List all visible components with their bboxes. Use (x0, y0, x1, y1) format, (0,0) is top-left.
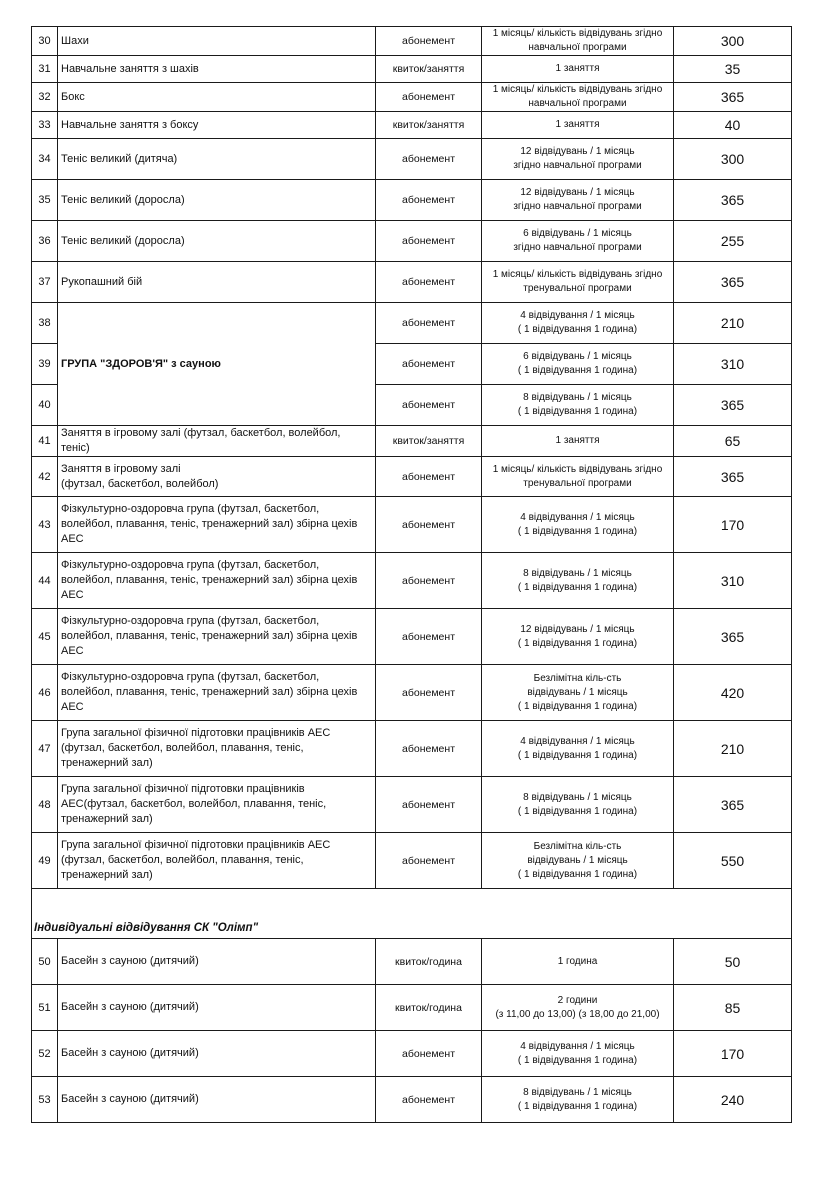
visit-conditions-line: ( 1 відвідування 1 година) (517, 525, 638, 537)
ticket-type: абонемент (376, 385, 482, 426)
service-name (58, 457, 376, 497)
price-value: 210 (674, 303, 792, 344)
price-value: 170 (674, 497, 792, 553)
ticket-type: квиток/заняття (376, 426, 482, 457)
table-row (32, 609, 792, 665)
service-name-line: Заняття в ігровому залі (футзал, баскетбол, волейбол, теніс) (61, 427, 341, 454)
service-name (58, 112, 376, 139)
ticket-type: абонемент (376, 344, 482, 385)
visit-conditions-line: 1 заняття (555, 119, 600, 130)
price-value: 85 (674, 985, 792, 1031)
visit-conditions-line: тренувальної програми (523, 477, 632, 489)
visit-conditions-line: 1 місяць/ кількість відвідувань згідно (492, 463, 663, 475)
service-name (58, 262, 376, 303)
service-name-line: волейбол, плавання, теніс, тренажерний зал) збірна цехів (61, 630, 358, 642)
visit-conditions (482, 721, 674, 777)
service-name-line: Група загальної фізичної підготовки працівників АЕС (61, 727, 331, 739)
row-number: 39 (32, 344, 58, 385)
ticket-type: абонемент (376, 262, 482, 303)
section-title: Індивідуальні відвідування СК "Олімп" (32, 889, 792, 939)
price-value: 240 (674, 1077, 792, 1123)
visit-conditions-line: 12 відвідувань / 1 місяць (520, 623, 635, 635)
table-row (32, 777, 792, 833)
visit-conditions-line: Безлімітна кіль-сть (533, 840, 622, 852)
row-number: 43 (32, 497, 58, 553)
row-number: 31 (32, 56, 58, 83)
service-name-line: тренажерний зал) (61, 813, 153, 825)
row-number: 47 (32, 721, 58, 777)
service-name-line: Фізкультурно-оздоровча група (футзал, баскетбол, (61, 671, 320, 683)
visit-conditions (482, 139, 674, 180)
visit-conditions-line: ( 1 відвідування 1 година) (517, 324, 638, 335)
service-name-line: Заняття в ігровому залі (61, 462, 181, 475)
price-value: 310 (674, 344, 792, 385)
service-name-line: Фізкультурно-оздоровча група (футзал, баскетбол, (61, 503, 320, 515)
service-name (58, 777, 376, 833)
visit-conditions-line: згідно навчальної програми (513, 201, 642, 212)
ticket-type: квиток/година (376, 939, 482, 985)
table-row (32, 112, 792, 139)
visit-conditions-line: навчальної програми (528, 98, 627, 109)
visit-conditions-line: ( 1 відвідування 1 година) (517, 805, 638, 817)
ticket-type: абонемент (376, 1077, 482, 1123)
price-value: 550 (674, 833, 792, 889)
ticket-type: абонемент (376, 457, 482, 497)
visit-conditions (482, 27, 674, 56)
visit-conditions-line: відвідувань / 1 місяць (527, 686, 628, 698)
visit-conditions (482, 1077, 674, 1123)
visit-conditions (482, 180, 674, 221)
ticket-type: квиток/заняття (376, 112, 482, 139)
price-table-body (32, 27, 792, 1123)
visit-conditions-line: 8 відвідувань / 1 місяць (523, 567, 632, 579)
ticket-type: абонемент (376, 777, 482, 833)
visit-conditions (482, 553, 674, 609)
row-number: 44 (32, 553, 58, 609)
row-number: 51 (32, 985, 58, 1031)
table-row (32, 1077, 792, 1123)
row-number: 33 (32, 112, 58, 139)
table-row (32, 665, 792, 721)
table-row (32, 139, 792, 180)
service-name (58, 609, 376, 665)
visit-conditions-line: ( 1 відвідування 1 година) (517, 1054, 638, 1066)
service-name-line: Басейн з сауною (дитячий) (61, 1093, 199, 1105)
table-row (32, 939, 792, 985)
service-name-line: Шахи (61, 34, 89, 47)
service-name-line: АЕС (61, 701, 84, 713)
visit-conditions-line: 1 місяць/ кількість відвідувань згідно (492, 84, 663, 95)
row-number: 41 (32, 426, 58, 457)
price-value: 35 (674, 56, 792, 83)
price-table (31, 26, 792, 1123)
visit-conditions-line: 2 години (557, 994, 598, 1006)
service-name-line: Група загальної фізичної підготовки працівників АЕС (61, 839, 331, 851)
visit-conditions (482, 665, 674, 721)
row-number: 40 (32, 385, 58, 426)
service-name-line: волейбол, плавання, теніс, тренажерний зал) збірна цехів (61, 686, 358, 698)
visit-conditions-line: 8 відвідувань / 1 місяць (523, 392, 632, 403)
price-value: 40 (674, 112, 792, 139)
visit-conditions-line: 12 відвідувань / 1 місяць (520, 187, 635, 198)
row-number: 30 (32, 27, 58, 56)
price-value: 170 (674, 1031, 792, 1077)
ticket-type: абонемент (376, 553, 482, 609)
visit-conditions (482, 262, 674, 303)
visit-conditions-line: згідно навчальної програми (513, 242, 642, 253)
row-number: 36 (32, 221, 58, 262)
ticket-type: абонемент (376, 609, 482, 665)
service-name (58, 56, 376, 83)
price-value: 300 (674, 139, 792, 180)
ticket-type: абонемент (376, 665, 482, 721)
visit-conditions-line: ( 1 відвідування 1 година) (517, 406, 638, 417)
row-number: 52 (32, 1031, 58, 1077)
table-row (32, 262, 792, 303)
price-value: 365 (674, 262, 792, 303)
service-name-line: Фізкультурно-оздоровча група (футзал, баскетбол, (61, 615, 320, 627)
row-number: 50 (32, 939, 58, 985)
service-name (58, 553, 376, 609)
visit-conditions-line: 1 місяць/ кількість відвідувань згідно (492, 28, 663, 39)
price-value: 365 (674, 180, 792, 221)
visit-conditions (482, 777, 674, 833)
price-value: 210 (674, 721, 792, 777)
visit-conditions (482, 83, 674, 112)
visit-conditions (482, 303, 674, 344)
service-name-line: Теніс великий (доросла) (61, 193, 185, 206)
visit-conditions (482, 457, 674, 497)
visit-conditions-line: 6 відвідувань / 1 місяць (523, 228, 632, 239)
price-value: 365 (674, 83, 792, 112)
service-name-line: тренажерний зал) (61, 757, 153, 769)
row-number: 37 (32, 262, 58, 303)
service-name (58, 497, 376, 553)
price-value: 365 (674, 457, 792, 497)
visit-conditions-line: 1 заняття (555, 435, 600, 446)
ticket-type: абонемент (376, 721, 482, 777)
table-row (32, 27, 792, 56)
visit-conditions (482, 221, 674, 262)
service-name-line: Теніс великий (доросла) (61, 234, 185, 247)
visit-conditions (482, 56, 674, 83)
ticket-type: абонемент (376, 180, 482, 221)
service-name (58, 1031, 376, 1077)
service-name-line: Навчальне заняття з боксу (61, 118, 199, 131)
row-number: 45 (32, 609, 58, 665)
service-name (58, 665, 376, 721)
service-name (58, 139, 376, 180)
service-name-line: АЕС (61, 533, 84, 545)
visit-conditions-line: 1 година (557, 955, 598, 967)
visit-conditions-line: 1 заняття (555, 63, 600, 74)
table-row (32, 56, 792, 83)
service-name-line: Група загальної фізичної підготовки працівників (61, 783, 305, 795)
visit-conditions (482, 497, 674, 553)
service-name-line: Фізкультурно-оздоровча група (футзал, баскетбол, (61, 559, 320, 571)
visit-conditions-line: ( 1 відвідування 1 година) (517, 868, 638, 880)
service-name-line: Бокс (61, 90, 85, 103)
price-value: 50 (674, 939, 792, 985)
visit-conditions-line: 4 відвідування / 1 місяць (520, 511, 635, 523)
visit-conditions-line: 4 відвідування / 1 місяць (520, 1040, 635, 1052)
ticket-type: абонемент (376, 27, 482, 56)
price-value: 300 (674, 27, 792, 56)
service-name (58, 1077, 376, 1123)
table-row (32, 1031, 792, 1077)
price-value: 420 (674, 665, 792, 721)
service-name-line: тренажерний зал) (61, 869, 153, 881)
table-row (32, 553, 792, 609)
visit-conditions (482, 385, 674, 426)
ticket-type: абонемент (376, 139, 482, 180)
ticket-type: абонемент (376, 83, 482, 112)
visit-conditions-line: (з 11,00 до 13,00) (з 18,00 до 21,00) (495, 1008, 660, 1020)
service-name-line: (футзал, баскетбол, волейбол) (61, 477, 219, 490)
price-list-sheet (31, 26, 791, 1123)
service-name-line: Басейн з сауною (дитячий) (61, 1001, 199, 1013)
table-row (32, 303, 792, 344)
ticket-type: абонемент (376, 833, 482, 889)
visit-conditions-line: ( 1 відвідування 1 година) (517, 1100, 638, 1112)
table-row (32, 426, 792, 457)
ticket-type: абонемент (376, 303, 482, 344)
row-number: 34 (32, 139, 58, 180)
section-header-row (32, 889, 792, 939)
service-name-line: волейбол, плавання, теніс, тренажерний зал) збірна цехів (61, 518, 358, 530)
table-row (32, 221, 792, 262)
service-name (58, 426, 376, 457)
service-name (58, 221, 376, 262)
service-name (58, 985, 376, 1031)
visit-conditions (482, 112, 674, 139)
price-value: 365 (674, 385, 792, 426)
service-name (58, 180, 376, 221)
ticket-type: абонемент (376, 1031, 482, 1077)
ticket-type: квиток/година (376, 985, 482, 1031)
row-number: 42 (32, 457, 58, 497)
visit-conditions-line: тренувальної програми (523, 283, 632, 294)
visit-conditions-line: ( 1 відвідування 1 година) (517, 749, 638, 761)
visit-conditions-line: 4 відвідування / 1 місяць (520, 735, 635, 747)
row-number: 53 (32, 1077, 58, 1123)
service-name-line: АЕС (61, 589, 84, 601)
visit-conditions-line: згідно навчальної програми (513, 160, 642, 171)
visit-conditions-line: 4 відвідування / 1 місяць (520, 310, 635, 321)
price-value: 365 (674, 609, 792, 665)
visit-conditions-line: навчальної програми (528, 42, 627, 53)
price-value: 310 (674, 553, 792, 609)
visit-conditions (482, 985, 674, 1031)
visit-conditions-line: 12 відвідувань / 1 місяць (520, 146, 635, 157)
service-name-line: (футзал, баскетбол, волейбол, плавання, теніс, (61, 854, 304, 866)
visit-conditions (482, 426, 674, 457)
row-number: 38 (32, 303, 58, 344)
row-number: 49 (32, 833, 58, 889)
visit-conditions-line: 8 відвідувань / 1 місяць (523, 791, 632, 803)
service-name-line: Навчальне заняття з шахів (61, 62, 199, 75)
service-name (58, 27, 376, 56)
service-name (58, 721, 376, 777)
visit-conditions (482, 939, 674, 985)
table-row (32, 721, 792, 777)
service-name-line: Басейн з сауною (дитячий) (61, 955, 199, 967)
table-row (32, 83, 792, 112)
price-value: 65 (674, 426, 792, 457)
row-number: 46 (32, 665, 58, 721)
service-name-line: АЕС (61, 645, 84, 657)
visit-conditions-line: 6 відвідувань / 1 місяць (523, 351, 632, 362)
visit-conditions-line: ( 1 відвідування 1 година) (517, 581, 638, 593)
service-name-line: волейбол, плавання, теніс, тренажерний зал) збірна цехів (61, 574, 358, 586)
table-row (32, 497, 792, 553)
visit-conditions-line: ( 1 відвідування 1 година) (517, 637, 638, 649)
table-row (32, 985, 792, 1031)
visit-conditions-line: відвідувань / 1 місяць (527, 854, 628, 866)
price-value: 365 (674, 777, 792, 833)
table-row (32, 833, 792, 889)
service-name-line: Теніс великий (дитяча) (61, 152, 178, 165)
visit-conditions-line: Безлімітна кіль-сть (533, 672, 622, 684)
visit-conditions-line: ( 1 відвідування 1 година) (517, 700, 638, 712)
visit-conditions-line: ( 1 відвідування 1 година) (517, 365, 638, 376)
visit-conditions (482, 1031, 674, 1077)
service-name-line: Рукопашний бій (61, 275, 143, 288)
visit-conditions (482, 609, 674, 665)
price-value: 255 (674, 221, 792, 262)
service-name (58, 83, 376, 112)
service-name-line: Басейн з сауною (дитячий) (61, 1047, 199, 1059)
ticket-type: абонемент (376, 221, 482, 262)
service-name (58, 939, 376, 985)
visit-conditions (482, 833, 674, 889)
visit-conditions-line: 1 місяць/ кількість відвідувань згідно (492, 269, 663, 280)
service-name (58, 833, 376, 889)
row-number: 48 (32, 777, 58, 833)
visit-conditions (482, 344, 674, 385)
group-name: ГРУПА "ЗДОРОВ'Я" з сауною (58, 303, 376, 426)
table-row (32, 457, 792, 497)
visit-conditions-line: 8 відвідувань / 1 місяць (523, 1086, 632, 1098)
ticket-type: абонемент (376, 497, 482, 553)
ticket-type: квиток/заняття (376, 56, 482, 83)
table-row (32, 180, 792, 221)
row-number: 32 (32, 83, 58, 112)
row-number: 35 (32, 180, 58, 221)
service-name-line: АЕС(футзал, баскетбол, волейбол, плавання, теніс, (61, 798, 327, 810)
service-name-line: (футзал, баскетбол, волейбол, плавання, теніс, (61, 742, 304, 754)
